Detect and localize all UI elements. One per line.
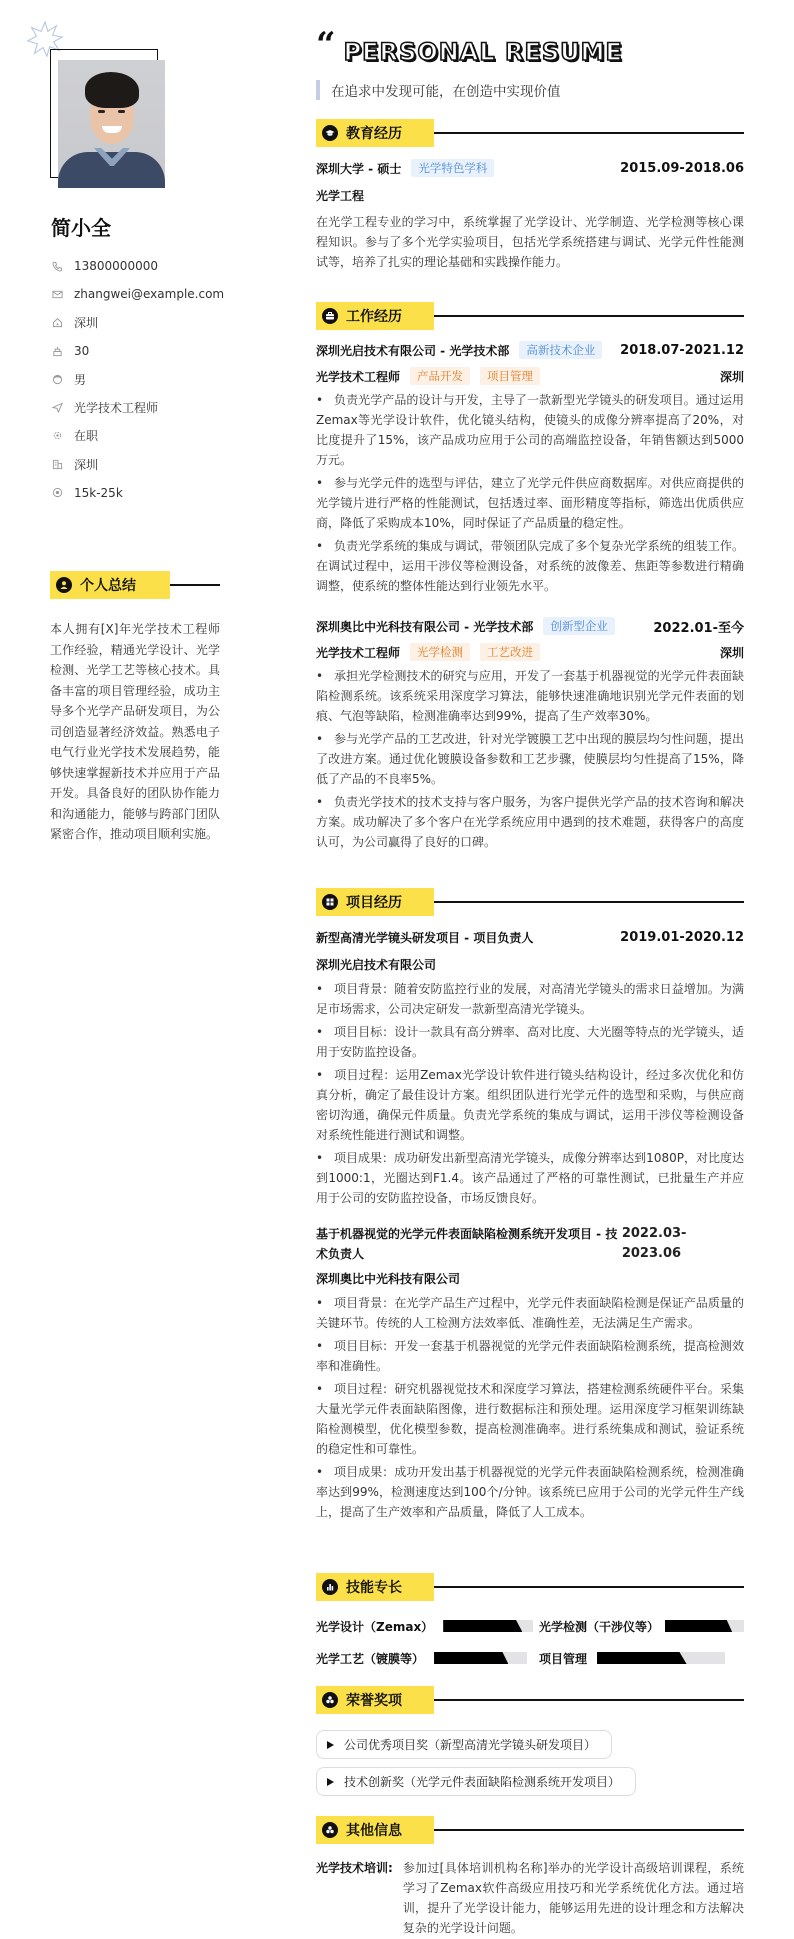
project-item: [316, 926, 744, 1208]
skill-name: 项目管理: [539, 1651, 588, 1666]
project-bullet: • 项目成果：成功研发出新型高清光学镜头，成像分辨率达到1080P，对比度达到1000:1，光圈达到F1.4。该产品通过了严格的可靠性测试，已批量生产并应用于公司的安防监控设备，市场反馈良好。: [316, 1148, 744, 1208]
info-value: 30: [74, 344, 90, 359]
resume-title: [316, 25, 623, 66]
gender-icon: [51, 373, 63, 385]
job-role: 光学技术工程师: [316, 645, 401, 660]
info-salary: [51, 478, 224, 506]
project-bullet: • 项目目标：开发一套基于机器视觉的光学元件表面缺陷检测系统，提高检测效率和准确性。: [316, 1336, 744, 1376]
quote-mark-icon: “: [316, 25, 332, 65]
status-icon: [51, 430, 63, 442]
project-bullets: [316, 1293, 744, 1522]
skill-bar-fill: [597, 1652, 687, 1664]
project-company: 深圳奥比中光科技有限公司: [316, 1272, 461, 1286]
work-location: 深圳: [719, 369, 744, 384]
school-name: 深圳大学 - 硕士: [316, 161, 402, 176]
work-bullet: • 负责光学产品的设计与开发，主导了一款新型光学镜头的研发项目。通过运用Zemax等光学设计软件，优化镜头结构，使镜头的成像分辨率提高了20%，对比度提升了15%，该产品成功应用于公司的高端监控设备，年销售额达到5000万元。: [316, 390, 744, 470]
info-value: 男: [74, 372, 87, 387]
profile-name: 简小全: [51, 216, 111, 240]
page-title: PERSONAL RESUME: [343, 38, 623, 66]
project-name: 基于机器视觉的光学元件表面缺陷检测系统开发项目 - 技术负责人: [316, 1227, 618, 1261]
mail-icon: [51, 288, 63, 300]
skill-item: [316, 1647, 539, 1669]
work-item: [316, 615, 744, 852]
section-divider: [434, 132, 744, 133]
section-divider: [170, 584, 220, 585]
project-bullet: • 项目背景：随着安防监控行业的发展，对高清光学镜头的需求日益增加。为满足市场需求，公司决定研发一款新型高清光学镜头。: [316, 979, 744, 1019]
motto-accent-bar: [316, 80, 320, 100]
info-age: [51, 337, 224, 365]
section-education: [316, 119, 744, 272]
project-period: 2019.01-2020.12: [620, 929, 744, 945]
summary-text: 本人拥有[X]年光学技术工程师工作经验，精通光学设计、光学检测、光学工艺等核心技术。具备丰富的项目管理经验，成功主导多个光学产品研发项目，为公司创造显著经济效益。熟悉电子电气行业光学技术发展趋势，能够快速掌握新技术并应用于产品开发。具备良好的团队协作能力和沟通能力，能够与跨部门团队紧密合作，推动项目顺利实施。: [50, 622, 220, 841]
section-header-work: [316, 302, 744, 330]
section-divider: [434, 1829, 744, 1830]
section-divider: [434, 901, 744, 902]
skill-bar: [597, 1652, 725, 1664]
section-awards: [316, 1686, 744, 1804]
section-title: 其他信息: [346, 1823, 402, 1839]
section-header-other: [316, 1816, 744, 1844]
skill-name: 光学设计（Zemax）: [316, 1619, 434, 1634]
award-icon: [322, 1692, 338, 1708]
work-bullet: • 负责光学技术的技术支持与客户服务，为客户提供光学产品的技术咨询和解决方案。成功解决了多个客户在光学系统应用中遇到的技术难题，获得客户的高度认可，为公司赢得了良好的口碑。: [316, 792, 744, 852]
section-divider: [434, 1586, 744, 1587]
role-tag: 产品开发: [410, 367, 470, 385]
section-title: 个人总结: [80, 578, 136, 594]
age-icon: [51, 345, 63, 357]
info-cluster-icon: [322, 1822, 338, 1838]
role-tag: 光学检测: [410, 643, 470, 661]
info-value: 15k-25k: [74, 485, 123, 500]
work-bullet: • 负责光学系统的集成与调试，带领团队完成了多个复杂光学系统的组装工作。在调试过程中，运用干涉仪等检测设备，对系统的波像差、焦距等参数进行精确调整，使系统的整体性能达到行业领先水平。: [316, 536, 744, 596]
skill-bar: [443, 1620, 533, 1632]
project-bullet: • 项目背景：在光学产品生产过程中，光学元件表面缺陷检测是保证产品质量的关键环节。传统的人工检测方法效率低、准确性差，无法满足生产需求。: [316, 1293, 744, 1333]
section-skills: [316, 1573, 744, 1669]
award-text: 技术创新奖（光学元件表面缺陷检测系统开发项目）: [344, 1775, 621, 1789]
project-bullet: • 项目过程：研究机器视觉技术和深度学习算法，搭建检测系统硬件平台。采集大量光学元件表面缺陷图像，进行数据标注和预处理。运用深度学习框架训练缺陷检测模型，优化模型参数，提高检测准确率。进行系统集成和测试，验证系统的稳定性和可靠性。: [316, 1379, 744, 1459]
motto-text: 在追求中发现可能，在创造中实现价值: [331, 84, 561, 100]
project-bullet: • 项目目标：设计一款具有高分辨率、高对比度、大光圈等特点的光学镜头，适用于安防监控设备。: [316, 1022, 744, 1062]
skill-item: [539, 1647, 744, 1669]
education-desc: 在光学工程专业的学习中，系统掌握了光学设计、光学制造、光学检测等核心课程知识。参与了多个光学实验项目，包括光学系统搭建与调试、光学元件性能测试等，培养了扎实的理论基础和实践操作能力。: [316, 215, 744, 269]
work-bullet: • 承担光学检测技术的研究与应用，开发了一套基于机器视觉的光学元件表面缺陷检测系统。该系统采用深度学习算法，能够快速准确地识别光学元件表面的划痕、气泡等缺陷，检测准确率达到99%，提高了生产效率30%。: [316, 666, 744, 726]
triangle-right-icon: [327, 1778, 334, 1786]
work-location: 深圳: [719, 645, 744, 660]
graduation-cap-icon: [322, 125, 338, 141]
info-gender: [51, 365, 224, 393]
skill-item: [539, 1615, 744, 1637]
project-item: [316, 1224, 744, 1522]
section-divider: [434, 1699, 744, 1700]
section-header-summary: [50, 571, 220, 599]
section-title: 荣誉奖项: [346, 1693, 402, 1709]
awards-list: [316, 1730, 744, 1804]
city-icon: [51, 458, 63, 470]
company-tag: 高新技术企业: [519, 341, 602, 359]
section-title: 教育经历: [346, 126, 402, 142]
salary-icon: [51, 487, 63, 499]
section-header-awards: [316, 1686, 744, 1714]
award-item: [316, 1767, 636, 1796]
section-header-skills: [316, 1573, 744, 1601]
section-header-projects: [316, 888, 744, 916]
company-name: 深圳奥比中光科技有限公司 - 光学技术部: [316, 619, 534, 634]
project-bullet: • 项目过程：运用Zemax光学设计软件进行镜头结构设计，经过多次优化和仿真分析，确定了最佳设计方案。组织团队进行光学元件的选型和采购，与供应商密切沟通，确保元件质量。负责光学系统的集成与调试，运用干涉仪等检测设备对系统性能进行测试和调整。: [316, 1065, 744, 1145]
award-item: [316, 1730, 612, 1759]
info-value: 在职: [74, 429, 99, 444]
skill-bar-fill: [665, 1620, 732, 1632]
major: 光学工程: [316, 189, 365, 203]
project-period: 2022.03-2023.06: [621, 1226, 687, 1261]
project-bullet: • 项目成果：成功开发出基于机器视觉的光学元件表面缺陷检测系统，检测准确率达到99%，检测速度达到100个/分钟。该系统已应用于公司的光学元件生产线上，提高了生产效率和产品质量，降低了人工成本。: [316, 1462, 744, 1522]
work-item: [316, 339, 744, 596]
contact-info-list: [51, 252, 224, 507]
section-title: 工作经历: [346, 309, 402, 325]
education-period: 2015.09-2018.06: [620, 160, 744, 176]
motto: [316, 80, 561, 100]
company-name: 深圳光启技术有限公司 - 光学技术部: [316, 343, 510, 358]
sidebar: [0, 0, 300, 1939]
school-tag: 光学特色学科: [411, 159, 494, 177]
work-period: 2022.01-至今: [653, 620, 744, 636]
work-period: 2018.07-2021.12: [620, 342, 744, 358]
project-company: 深圳光启技术有限公司: [316, 958, 437, 972]
section-other: [316, 1816, 744, 1938]
info-value: 深圳: [74, 457, 99, 472]
project-name: 新型高清光学镜头研发项目 - 项目负责人: [316, 930, 534, 945]
work-bullets: [316, 666, 744, 852]
info-status: [51, 422, 224, 450]
home-icon: [51, 317, 63, 329]
triangle-right-icon: [327, 1741, 334, 1749]
phone-icon: [51, 260, 63, 272]
project-bullets: [316, 979, 744, 1208]
skills-grid: [316, 1615, 744, 1669]
avatar: [58, 60, 165, 188]
skill-bar: [434, 1652, 527, 1664]
skill-bar-fill: [434, 1652, 508, 1664]
info-phone: [51, 252, 224, 280]
role-tag: 工艺改进: [480, 643, 540, 661]
info-value: 13800000000: [74, 259, 158, 274]
work-bullet: • 参与光学产品的工艺改进，针对光学镀膜工艺中出现的膜层均匀性问题，提出了改进方案。通过优化镀膜设备参数和工艺步骤，使膜层均匀性提高了15%，降低了产品的不良率5%。: [316, 729, 744, 789]
section-work: [316, 302, 744, 852]
section-title: 技能专长: [346, 1580, 402, 1596]
skill-bar-fill: [443, 1620, 522, 1632]
award-text: 公司优秀项目奖（新型高清光学镜头研发项目）: [344, 1738, 597, 1752]
other-label: 光学技术培训:: [316, 1861, 393, 1875]
user-icon: [56, 577, 72, 593]
info-job: [51, 393, 224, 421]
info-city: [51, 450, 224, 478]
section-header-education: [316, 119, 744, 147]
other-value: 参加过[具体培训机构名称]举办的光学设计高级培训课程，系统学习了Zemax软件高级应用技巧和光学系统优化方法。通过培训，提升了光学设计能力，能够运用先进的设计理念和方法解决复杂的光学设计问题。: [402, 1861, 744, 1935]
company-tag: 创新型企业: [543, 617, 615, 635]
other-item: [316, 1858, 744, 1938]
work-bullet: • 参与光学元件的选型与评估，建立了光学元件供应商数据库。对供应商提供的光学镜片进行严格的性能测试，包括透过率、面形精度等指标，筛选出优质供应商，降低了采购成本10%，同时保证了产品质量的稳定性。: [316, 473, 744, 533]
education-item: [316, 157, 744, 272]
bar-chart-icon: [322, 1579, 338, 1595]
job-role: 光学技术工程师: [316, 369, 401, 384]
info-value: 深圳: [74, 316, 99, 331]
role-tag: 项目管理: [480, 367, 540, 385]
skill-item: [316, 1615, 539, 1637]
section-title: 项目经历: [346, 895, 402, 911]
work-bullets: [316, 390, 744, 596]
section-divider: [434, 315, 744, 316]
info-value: 光学技术工程师: [74, 401, 159, 416]
skill-bar: [665, 1620, 744, 1632]
briefcase-icon: [322, 308, 338, 324]
info-value: zhangwei@example.com: [74, 287, 225, 302]
skill-name: 光学工艺（镀膜等）: [316, 1651, 425, 1666]
skill-name: 光学检测（干涉仪等）: [539, 1619, 660, 1634]
job-icon: [51, 402, 63, 414]
section-projects: [316, 888, 744, 1522]
grid-icon: [322, 894, 338, 910]
info-email: [51, 280, 224, 308]
info-home: [51, 309, 224, 337]
